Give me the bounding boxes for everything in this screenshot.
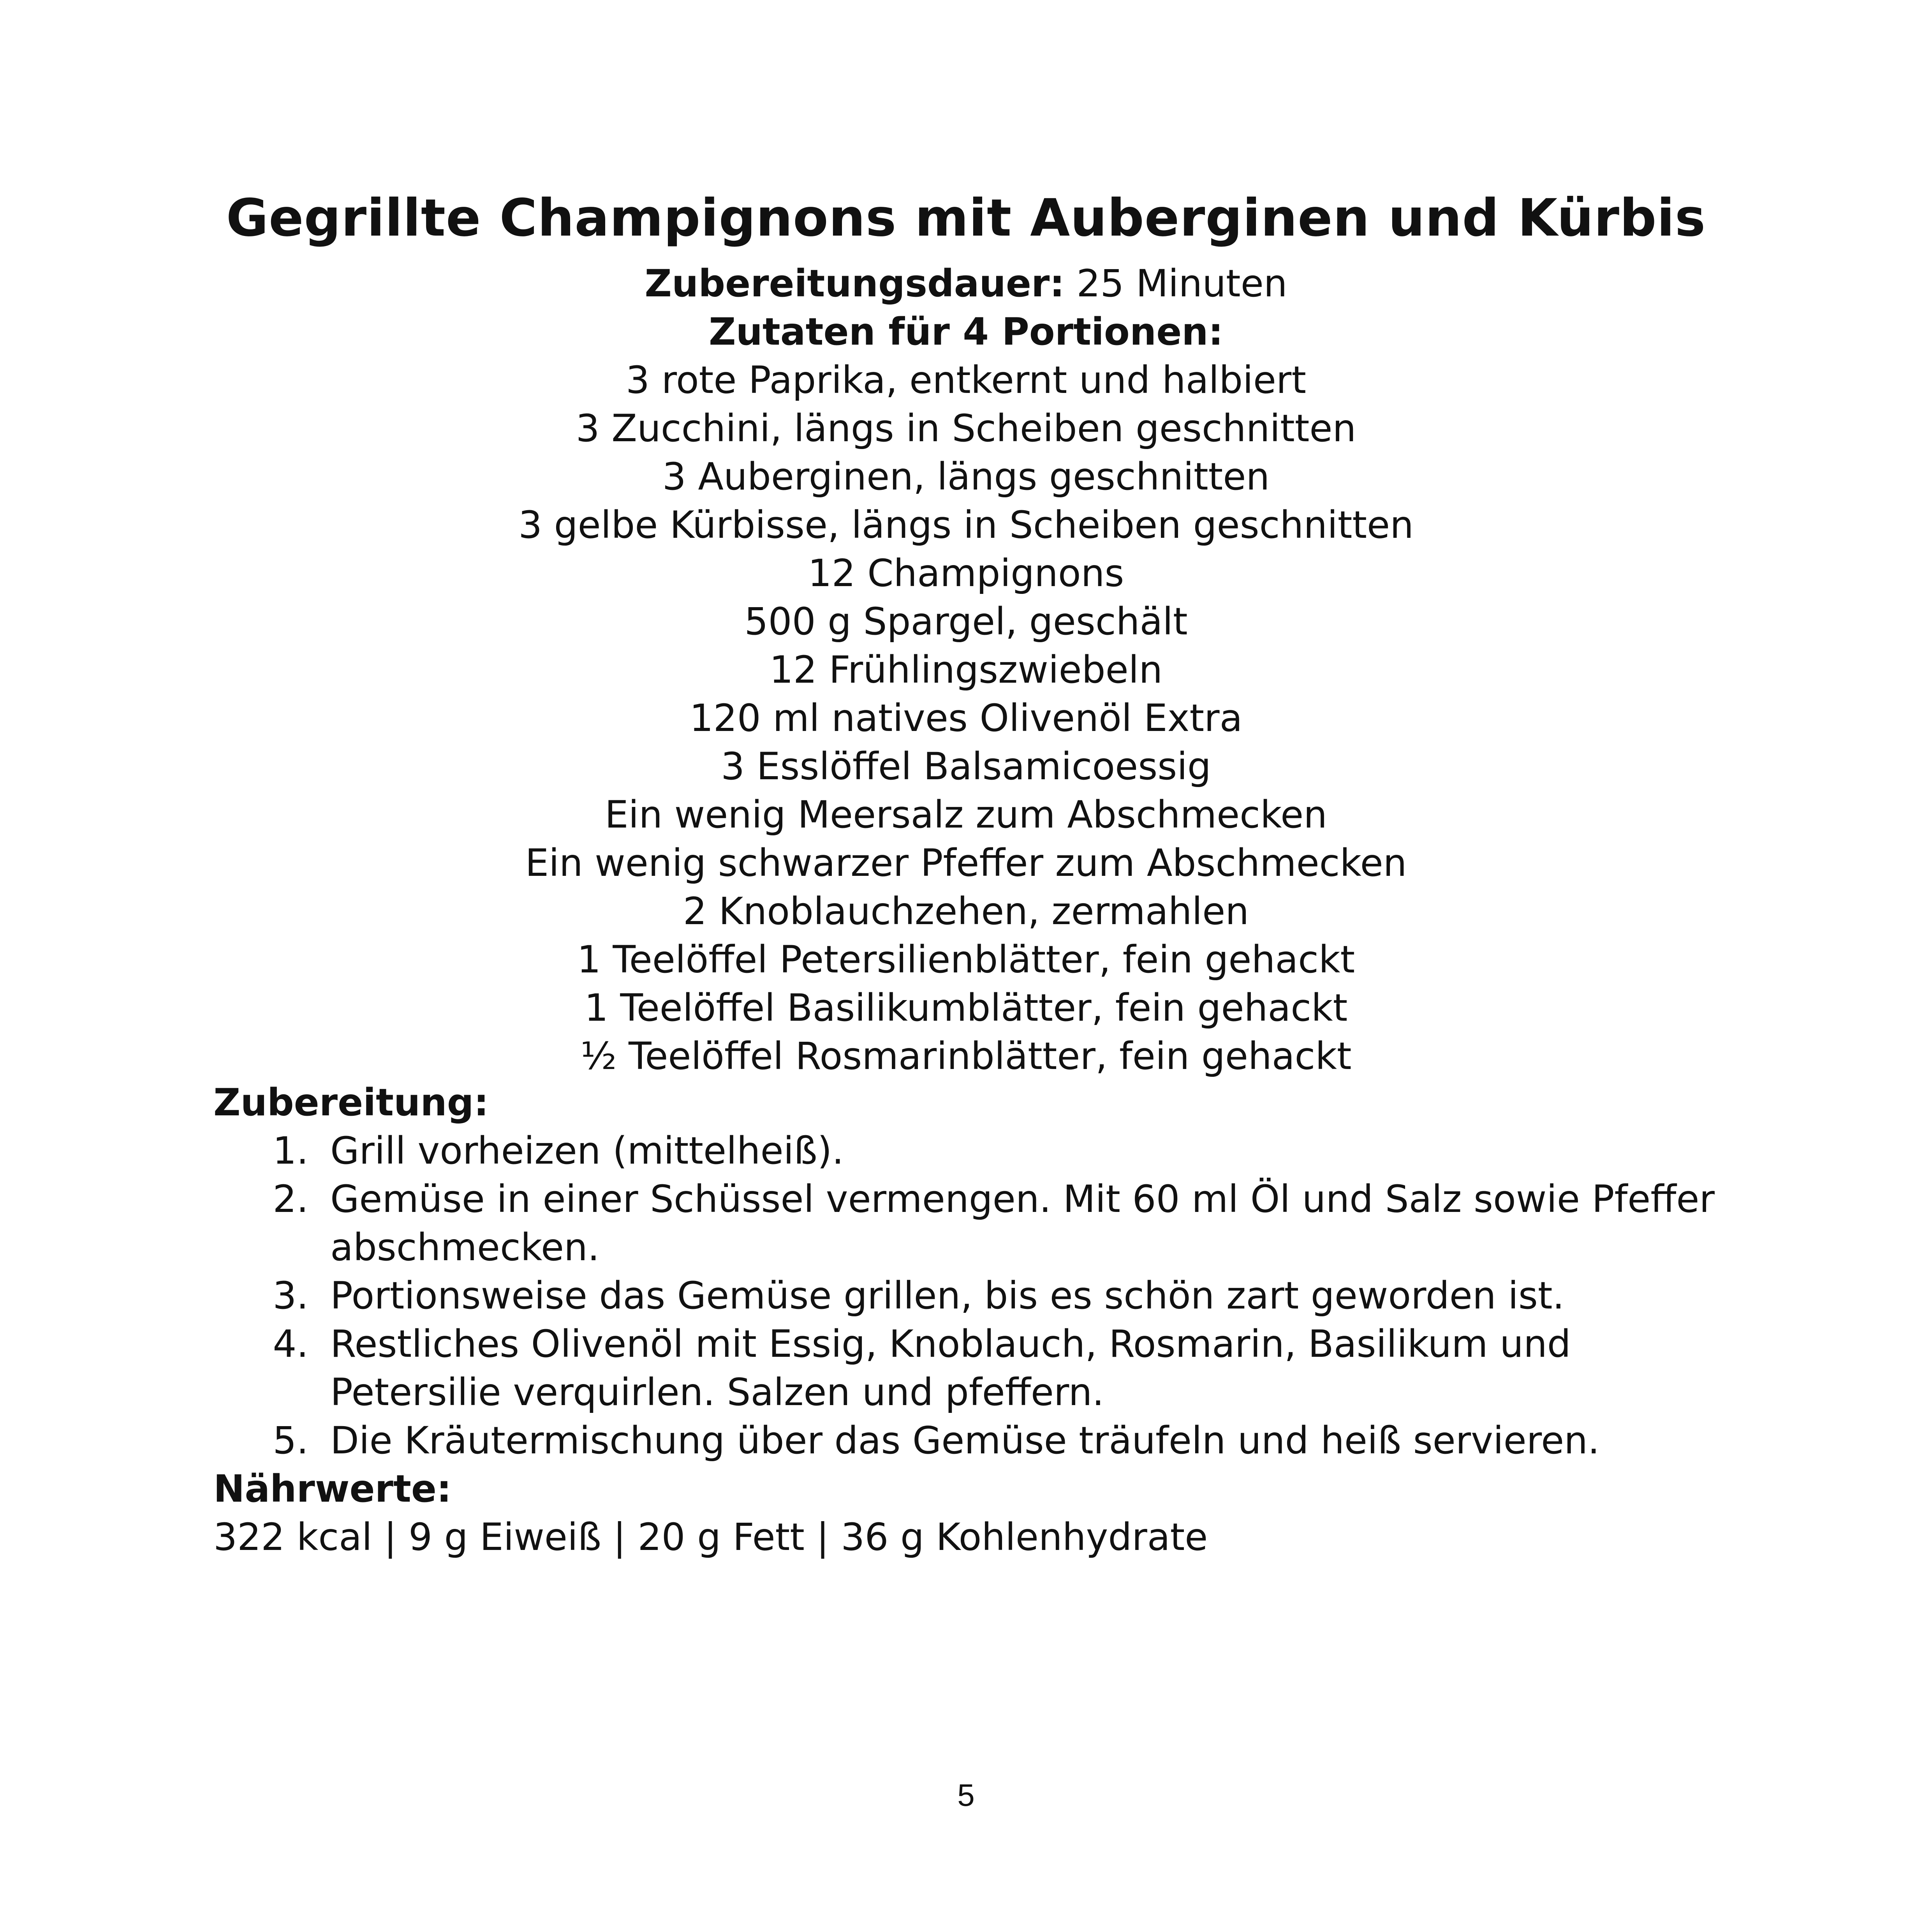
ingredient-item: Ein wenig schwarzer Pfeffer zum Abschmecken	[525, 841, 1407, 885]
preparation-section	[213, 1078, 1771, 1561]
ingredient-item: 3 Auberginen, längs geschnitten	[662, 455, 1270, 498]
step-item	[213, 1320, 1771, 1416]
preparation-steps	[213, 1127, 1771, 1465]
ingredients-heading: Zutaten für 4 Portionen:	[708, 310, 1224, 354]
step-item	[213, 1127, 1771, 1175]
ingredient-item: 2 Knoblauchzehen, zermahlen	[683, 889, 1249, 933]
step-number: 3.	[273, 1274, 308, 1317]
ingredient-item: 3 Esslöffel Balsamicoessig	[721, 745, 1211, 788]
ingredient-item: 3 Zucchini, längs in Scheiben geschnitten	[576, 407, 1356, 450]
prep-time-value: 25 Minuten	[1064, 262, 1287, 305]
step-item	[213, 1416, 1771, 1465]
ingredient-item: 1 Teelöffel Petersilienblätter, fein gehackt	[577, 938, 1355, 981]
recipe-summary	[0, 259, 1932, 1080]
step-text: Die Kräutermischung über das Gemüse träufeln und heiß servieren.	[330, 1419, 1600, 1462]
step-number: 2.	[273, 1177, 308, 1221]
step-text: Restliches Olivenöl mit Essig, Knoblauch, Rosmarin, Basilikum und Petersilie verquirlen. Salzen und pfeffern.	[330, 1322, 1571, 1414]
step-text: Grill vorheizen (mittelheiß).	[330, 1129, 844, 1173]
nutrition-values: 322 kcal | 9 g Eiweiß | 20 g Fett | 36 g Kohlenhydrate	[213, 1515, 1208, 1559]
recipe-title: Gegrillte Champignons mit Auberginen und Kürbis	[226, 188, 1706, 248]
step-text: Gemüse in einer Schüssel vermengen. Mit 60 ml Öl und Salz sowie Pfeffer abschmecken.	[330, 1177, 1715, 1269]
prep-time-label: Zubereitungsdauer:	[645, 262, 1065, 305]
step-number: 4.	[273, 1322, 308, 1366]
step-number: 5.	[273, 1419, 308, 1462]
ingredient-item: Ein wenig Meersalz zum Abschmecken	[604, 793, 1328, 837]
step-text: Portionsweise das Gemüse grillen, bis es schön zart geworden ist.	[330, 1274, 1565, 1317]
step-number: 1.	[273, 1129, 308, 1173]
prep-time	[0, 259, 1932, 308]
step-item	[213, 1272, 1771, 1320]
ingredient-item: 1 Teelöffel Basilikumblätter, fein gehackt	[584, 986, 1348, 1030]
ingredient-item: 12 Frühlingszwiebeln	[769, 648, 1163, 692]
preparation-heading: Zubereitung:	[213, 1081, 489, 1124]
ingredient-item: 3 rote Paprika, entkernt und halbiert	[626, 358, 1306, 402]
ingredient-item: 3 gelbe Kürbisse, längs in Scheiben geschnitten	[518, 503, 1414, 547]
ingredient-item: 120 ml natives Olivenöl Extra	[689, 696, 1243, 740]
page-number: 5	[957, 1778, 975, 1812]
step-item	[213, 1175, 1771, 1272]
ingredient-item: 12 Champignons	[808, 551, 1124, 595]
nutrition-heading: Nährwerte:	[213, 1467, 452, 1511]
ingredient-item: 500 g Spargel, geschält	[744, 600, 1188, 643]
ingredient-item: ½ Teelöffel Rosmarinblätter, fein gehackt	[580, 1034, 1352, 1078]
